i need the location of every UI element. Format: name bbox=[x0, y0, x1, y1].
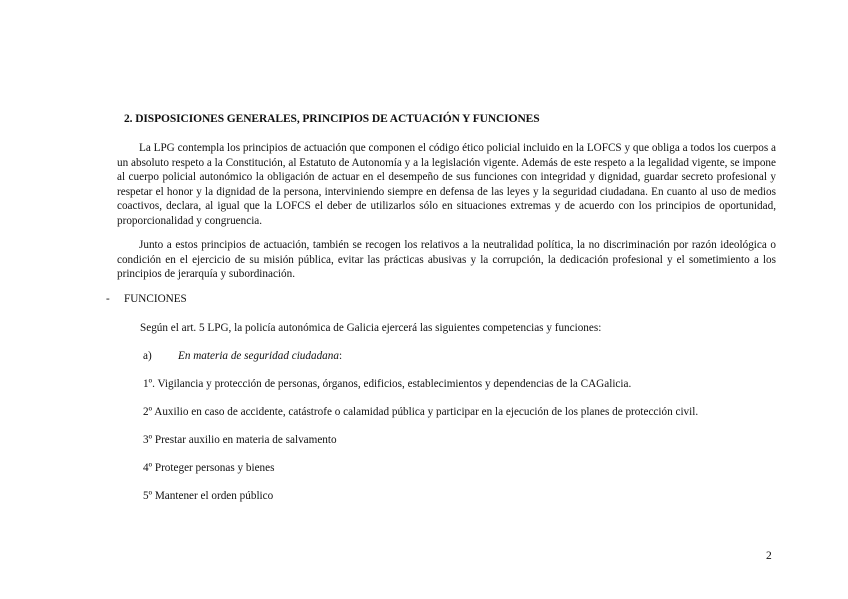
subsection-letter: a) bbox=[143, 350, 152, 362]
paragraph-neutrality: Junto a estos principios de actuación, también se recogen los relativos a la neutralidad política, la no discriminación por razón ideológica o condición en el ejercicio de su misión pública, evitar las prácticas abusivas y la corrupción, la dedicación profesional y el sometimiento a los principios de jerarquía y subordinación. bbox=[117, 239, 776, 281]
page-number: 2 bbox=[766, 550, 772, 562]
subsection-title-text: En materia de seguridad ciudadana bbox=[178, 350, 339, 362]
section-heading: 2. DISPOSICIONES GENERALES, PRINCIPIOS DE ACTUACIÓN Y FUNCIONES bbox=[124, 113, 540, 125]
list-item: 4º Proteger personas y bienes bbox=[143, 462, 275, 474]
intro-text: Según el art. 5 LPG, la policía autonómica de Galicia ejercerá las siguientes competencias y funciones: bbox=[140, 322, 602, 334]
subsection-title bbox=[178, 350, 342, 362]
list-item: 3º Prestar auxilio en materia de salvamento bbox=[143, 434, 337, 446]
list-item: 2º Auxilio en caso de accidente, catástrofe o calamidad pública y participar en la ejecución de los planes de protección civil. bbox=[143, 406, 699, 418]
list-item: 5º Mantener el orden público bbox=[143, 490, 274, 502]
list-item: 1º. Vigilancia y protección de personas, órganos, edificios, establecimientos y dependencias de la CAGalicia. bbox=[143, 378, 632, 390]
paragraph-principles: La LPG contempla los principios de actuación que componen el código ético policial incluido en la LOFCS y que obliga a todos los cuerpos a un absoluto respeto a la Constitución, al Estatuto de Autonomía y a la legislación vigente. Además de este respeto a la legalidad vigente, se impone al cuerpo policial autonómico la obligación de actuar en el desempeño de sus funciones con integridad y dignidad, guardar secreto profesional y respetar el honor y la dignidad de la persona, interviniendo siempre en defensa de las leyes y la seguridad ciudadana. En cuanto al uso de medios coactivos, declara, al igual que la LOFCS el deber de utilizarlos sólo en situaciones extremas y de acuerdo con los principios de oportunidad, proporcionalidad y congruencia. bbox=[117, 142, 776, 227]
section-title-funciones: FUNCIONES bbox=[124, 293, 187, 305]
subsection-colon: : bbox=[338, 350, 343, 362]
list-dash: - bbox=[106, 293, 110, 305]
